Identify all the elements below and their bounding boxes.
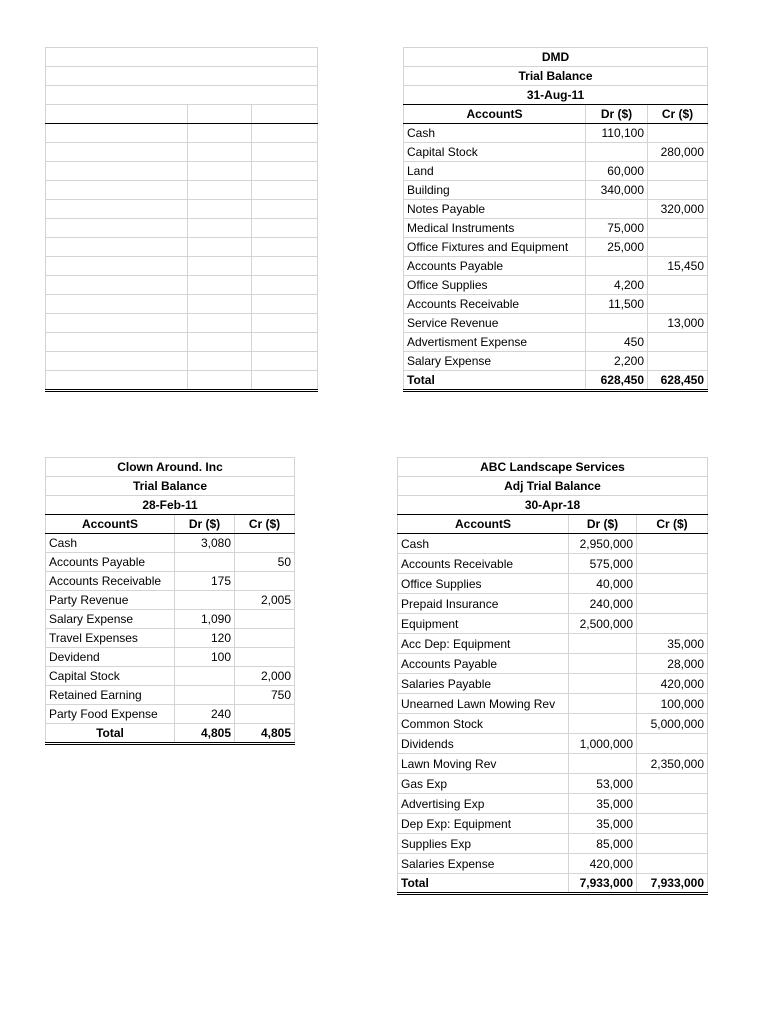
- cell-cr: [235, 572, 295, 591]
- cell-cr: [648, 219, 708, 238]
- empty-row: [46, 181, 318, 200]
- cell-dr: 575,000: [569, 554, 637, 574]
- cell-dr: [175, 686, 235, 705]
- table-row: [404, 162, 708, 181]
- total-label: Total: [404, 371, 586, 391]
- cell-dr: [569, 654, 637, 674]
- cell-account: Unearned Lawn Mowing Rev: [398, 694, 569, 714]
- cell-cr: [648, 124, 708, 143]
- empty-row: [46, 295, 318, 314]
- cell-dr: 175: [175, 572, 235, 591]
- empty-row: [46, 162, 318, 181]
- table-row: [398, 634, 708, 654]
- header-dr: Dr ($): [175, 515, 235, 534]
- cell-cr: [648, 276, 708, 295]
- empty-cell: [46, 86, 318, 105]
- cell-cr: [235, 705, 295, 724]
- cell-cr: 15,450: [648, 257, 708, 276]
- statement-date: 31-Aug-11: [404, 86, 708, 105]
- empty-cell: [188, 257, 252, 276]
- table-row: [46, 553, 295, 572]
- empty-cell: [188, 105, 252, 124]
- total-label: Total: [398, 874, 569, 894]
- total-dr: 4,805: [175, 724, 235, 744]
- empty-cell: [188, 162, 252, 181]
- table-row: [46, 705, 295, 724]
- cell-account: Retained Earning: [46, 686, 175, 705]
- statement-title: Trial Balance: [404, 67, 708, 86]
- cell-dr: 340,000: [586, 181, 648, 200]
- empty-cell: [252, 238, 318, 257]
- header-cr: Cr ($): [648, 105, 708, 124]
- empty-cell: [252, 257, 318, 276]
- company-name: ABC Landscape Services: [398, 458, 708, 477]
- cell-account: Advertisment Expense: [404, 333, 586, 352]
- table-row: [398, 534, 708, 554]
- total-dr: 7,933,000: [569, 874, 637, 894]
- table-row: [398, 814, 708, 834]
- statement-title: Trial Balance: [46, 477, 295, 496]
- cell-dr: 1,000,000: [569, 734, 637, 754]
- cell-account: Capital Stock: [404, 143, 586, 162]
- table-row: [398, 734, 708, 754]
- cell-dr: [569, 714, 637, 734]
- empty-cell: [188, 352, 252, 371]
- empty-row: [46, 314, 318, 333]
- total-cr: 628,450: [648, 371, 708, 391]
- empty-cell: [252, 352, 318, 371]
- empty-row: [46, 352, 318, 371]
- cell-account: Notes Payable: [404, 200, 586, 219]
- empty-cell: [46, 143, 188, 162]
- empty-cell: [46, 124, 188, 143]
- table-row: [404, 219, 708, 238]
- empty-cell: [46, 371, 188, 391]
- empty-row: [46, 200, 318, 219]
- cell-account: Office Supplies: [398, 574, 569, 594]
- empty-row: [46, 371, 318, 391]
- cell-account: Building: [404, 181, 586, 200]
- cell-account: Salary Expense: [46, 610, 175, 629]
- cell-account: Advertising Exp: [398, 794, 569, 814]
- cell-account: Capital Stock: [46, 667, 175, 686]
- cell-account: Supplies Exp: [398, 834, 569, 854]
- clown-around-trial-balance: [45, 457, 295, 745]
- cell-cr: [637, 854, 708, 874]
- empty-cell: [252, 143, 318, 162]
- table-row: [398, 594, 708, 614]
- cell-cr: [235, 534, 295, 553]
- empty-cell: [252, 371, 318, 391]
- cell-cr: [637, 594, 708, 614]
- cell-cr: [637, 774, 708, 794]
- cell-cr: [648, 162, 708, 181]
- empty-cell: [46, 314, 188, 333]
- abc-adj-trial-balance: [397, 457, 708, 895]
- empty-row: [46, 105, 318, 124]
- empty-cell: [46, 219, 188, 238]
- cell-dr: [586, 314, 648, 333]
- cell-dr: [175, 591, 235, 610]
- statement-date: 28-Feb-11: [46, 496, 295, 515]
- cell-dr: 450: [586, 333, 648, 352]
- cell-account: Salary Expense: [404, 352, 586, 371]
- empty-cell: [46, 295, 188, 314]
- table-row: [46, 534, 295, 553]
- table-row: [404, 124, 708, 143]
- cell-account: Cash: [398, 534, 569, 554]
- cell-dr: 60,000: [586, 162, 648, 181]
- cell-account: Medical Instruments: [404, 219, 586, 238]
- cell-dr: 4,200: [586, 276, 648, 295]
- cell-cr: [637, 534, 708, 554]
- table-row: [46, 572, 295, 591]
- empty-row: [46, 143, 318, 162]
- table-row: [46, 648, 295, 667]
- cell-cr: 35,000: [637, 634, 708, 654]
- cell-dr: 35,000: [569, 794, 637, 814]
- cell-account: Accounts Payable: [46, 553, 175, 572]
- cell-dr: [586, 257, 648, 276]
- empty-row: [46, 333, 318, 352]
- cell-cr: 280,000: [648, 143, 708, 162]
- empty-cell: [252, 276, 318, 295]
- table-row: [404, 352, 708, 371]
- cell-dr: 25,000: [586, 238, 648, 257]
- cell-cr: [637, 574, 708, 594]
- header-accounts: AccountS: [398, 515, 569, 534]
- empty-row: [46, 48, 318, 67]
- table-row: [46, 686, 295, 705]
- empty-grid: [45, 47, 318, 392]
- empty-cell: [46, 162, 188, 181]
- company-name: Clown Around. Inc: [46, 458, 295, 477]
- cell-dr: [175, 667, 235, 686]
- empty-cell: [252, 295, 318, 314]
- empty-row: [46, 219, 318, 238]
- cell-cr: 2,005: [235, 591, 295, 610]
- cell-dr: 120: [175, 629, 235, 648]
- table-row: [404, 276, 708, 295]
- empty-cell: [188, 371, 252, 391]
- cell-dr: [586, 200, 648, 219]
- statement-title: Adj Trial Balance: [398, 477, 708, 496]
- cell-cr: [637, 794, 708, 814]
- cell-dr: 1,090: [175, 610, 235, 629]
- empty-cell: [46, 238, 188, 257]
- empty-cell: [46, 257, 188, 276]
- empty-cell: [252, 162, 318, 181]
- cell-account: Accounts Payable: [404, 257, 586, 276]
- cell-cr: 320,000: [648, 200, 708, 219]
- cell-dr: [586, 143, 648, 162]
- table-row: [398, 834, 708, 854]
- empty-cell: [252, 219, 318, 238]
- cell-dr: [175, 553, 235, 572]
- cell-dr: [569, 674, 637, 694]
- cell-cr: [648, 295, 708, 314]
- cell-dr: 35,000: [569, 814, 637, 834]
- total-dr: 628,450: [586, 371, 648, 391]
- cell-dr: 85,000: [569, 834, 637, 854]
- cell-account: Accounts Receivable: [404, 295, 586, 314]
- cell-cr: 750: [235, 686, 295, 705]
- empty-cell: [46, 48, 318, 67]
- empty-cell: [252, 200, 318, 219]
- total-cr: 4,805: [235, 724, 295, 744]
- cell-account: Office Supplies: [404, 276, 586, 295]
- cell-cr: [648, 352, 708, 371]
- cell-account: Land: [404, 162, 586, 181]
- table-row: [46, 629, 295, 648]
- empty-cell: [188, 276, 252, 295]
- cell-dr: 2,500,000: [569, 614, 637, 634]
- header-accounts: AccountS: [404, 105, 586, 124]
- cell-dr: [569, 754, 637, 774]
- empty-row: [46, 86, 318, 105]
- cell-account: Service Revenue: [404, 314, 586, 333]
- empty-cell: [188, 124, 252, 143]
- empty-cell: [188, 143, 252, 162]
- cell-account: Common Stock: [398, 714, 569, 734]
- empty-cell: [252, 314, 318, 333]
- cell-cr: [637, 814, 708, 834]
- cell-cr: [637, 734, 708, 754]
- header-cr: Cr ($): [637, 515, 708, 534]
- table-row: [398, 694, 708, 714]
- statement-date: 30-Apr-18: [398, 496, 708, 515]
- cell-dr: 240,000: [569, 594, 637, 614]
- table-row: [398, 714, 708, 734]
- cell-cr: 28,000: [637, 654, 708, 674]
- cell-cr: 50: [235, 553, 295, 572]
- empty-cell: [188, 333, 252, 352]
- empty-row: [46, 124, 318, 143]
- empty-row: [46, 276, 318, 295]
- table-row: [398, 654, 708, 674]
- table-row: [404, 181, 708, 200]
- table-row: [404, 238, 708, 257]
- dmd-trial-balance: [403, 47, 708, 392]
- cell-dr: 40,000: [569, 574, 637, 594]
- empty-cell: [188, 295, 252, 314]
- total-cr: 7,933,000: [637, 874, 708, 894]
- cell-account: Accounts Receivable: [398, 554, 569, 574]
- empty-cell: [46, 200, 188, 219]
- empty-cell: [252, 124, 318, 143]
- cell-account: Accounts Receivable: [46, 572, 175, 591]
- table-row: [398, 674, 708, 694]
- total-label: Total: [46, 724, 175, 744]
- cell-cr: [648, 181, 708, 200]
- cell-cr: 5,000,000: [637, 714, 708, 734]
- cell-account: Salaries Expense: [398, 854, 569, 874]
- cell-account: Equipment: [398, 614, 569, 634]
- table-row: [46, 591, 295, 610]
- cell-account: Travel Expenses: [46, 629, 175, 648]
- cell-dr: 240: [175, 705, 235, 724]
- cell-account: Acc Dep: Equipment: [398, 634, 569, 654]
- table-row: [46, 667, 295, 686]
- empty-cell: [46, 67, 318, 86]
- cell-cr: 2,000: [235, 667, 295, 686]
- table-row: [404, 143, 708, 162]
- cell-dr: 2,200: [586, 352, 648, 371]
- cell-cr: [235, 629, 295, 648]
- cell-account: Gas Exp: [398, 774, 569, 794]
- empty-row: [46, 238, 318, 257]
- empty-cell: [188, 219, 252, 238]
- table-row: [404, 257, 708, 276]
- cell-cr: 420,000: [637, 674, 708, 694]
- empty-cell: [46, 105, 188, 124]
- empty-row: [46, 67, 318, 86]
- cell-account: Prepaid Insurance: [398, 594, 569, 614]
- table-row: [398, 774, 708, 794]
- empty-row: [46, 257, 318, 276]
- cell-dr: 11,500: [586, 295, 648, 314]
- cell-dr: [569, 694, 637, 714]
- empty-cell: [46, 181, 188, 200]
- cell-dr: 53,000: [569, 774, 637, 794]
- cell-account: Accounts Payable: [398, 654, 569, 674]
- empty-cell: [252, 105, 318, 124]
- empty-cell: [188, 238, 252, 257]
- cell-account: Cash: [46, 534, 175, 553]
- cell-dr: 75,000: [586, 219, 648, 238]
- cell-cr: 13,000: [648, 314, 708, 333]
- cell-dr: 3,080: [175, 534, 235, 553]
- cell-dr: 110,100: [586, 124, 648, 143]
- empty-cell: [46, 276, 188, 295]
- table-row: [46, 610, 295, 629]
- table-row: [404, 314, 708, 333]
- cell-account: Salaries Payable: [398, 674, 569, 694]
- cell-dr: 100: [175, 648, 235, 667]
- cell-dr: 2,950,000: [569, 534, 637, 554]
- header-accounts: AccountS: [46, 515, 175, 534]
- cell-cr: [235, 648, 295, 667]
- cell-cr: [637, 554, 708, 574]
- cell-account: Devidend: [46, 648, 175, 667]
- empty-cell: [188, 181, 252, 200]
- cell-account: Dividends: [398, 734, 569, 754]
- table-row: [404, 200, 708, 219]
- table-row: [398, 794, 708, 814]
- cell-account: Lawn Moving Rev: [398, 754, 569, 774]
- table-row: [398, 554, 708, 574]
- cell-account: Office Fixtures and Equipment: [404, 238, 586, 257]
- table-row: [398, 854, 708, 874]
- header-dr: Dr ($): [569, 515, 637, 534]
- cell-dr: [569, 634, 637, 654]
- empty-cell: [188, 314, 252, 333]
- table-row: [404, 333, 708, 352]
- cell-account: Cash: [404, 124, 586, 143]
- table-row: [398, 754, 708, 774]
- company-name: DMD: [404, 48, 708, 67]
- empty-cell: [252, 181, 318, 200]
- header-dr: Dr ($): [586, 105, 648, 124]
- cell-cr: [235, 610, 295, 629]
- cell-account: Party Revenue: [46, 591, 175, 610]
- table-row: [398, 574, 708, 594]
- table-row: [404, 295, 708, 314]
- cell-cr: [648, 238, 708, 257]
- table-row: [398, 614, 708, 634]
- empty-cell: [46, 352, 188, 371]
- cell-cr: [648, 333, 708, 352]
- cell-cr: 2,350,000: [637, 754, 708, 774]
- cell-dr: 420,000: [569, 854, 637, 874]
- empty-cell: [252, 333, 318, 352]
- cell-cr: [637, 614, 708, 634]
- header-cr: Cr ($): [235, 515, 295, 534]
- cell-cr: [637, 834, 708, 854]
- cell-cr: 100,000: [637, 694, 708, 714]
- cell-account: Party Food Expense: [46, 705, 175, 724]
- cell-account: Dep Exp: Equipment: [398, 814, 569, 834]
- empty-cell: [46, 333, 188, 352]
- empty-cell: [188, 200, 252, 219]
